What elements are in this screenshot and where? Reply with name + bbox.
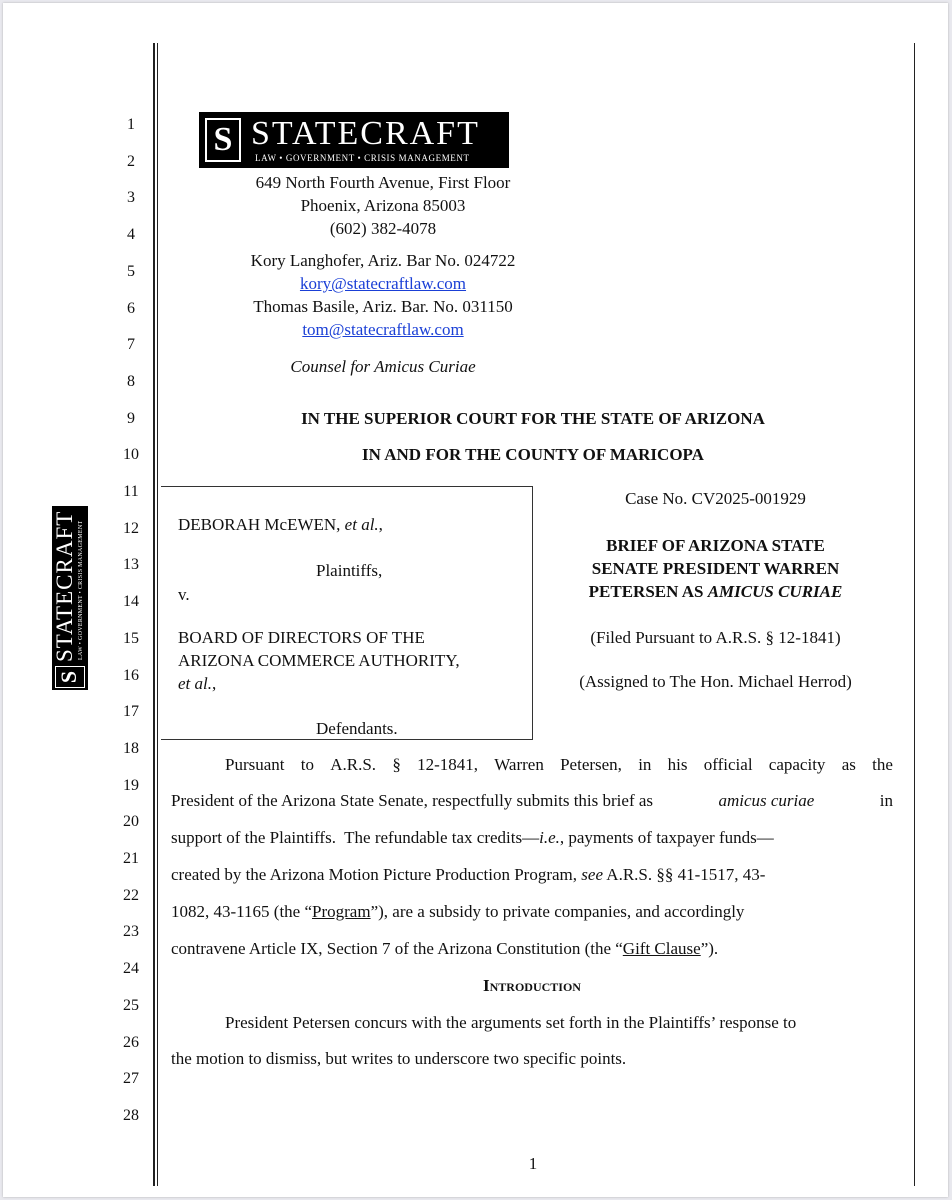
plaintiffs-label: Plaintiffs, [316, 561, 383, 580]
phone: (602) 382-4078 [329, 219, 437, 238]
address-line2: Phoenix, Arizona 85003 [300, 196, 466, 215]
word: § [392, 755, 401, 774]
defendants-label: Defendants. [316, 719, 398, 738]
right-margin-rule [914, 43, 915, 1186]
side-logo-s-icon: S [55, 666, 85, 688]
document-page [3, 3, 948, 1197]
line-number: 3 [127, 189, 135, 207]
line-number: 15 [123, 629, 139, 647]
line-number: 27 [123, 1070, 139, 1088]
versus: v. [178, 585, 190, 604]
side-logo-tagline: LAW • GOVERNMENT • CRISIS MANAGEMENT [78, 520, 84, 660]
line-number: 21 [123, 850, 139, 867]
court-line1: IN THE SUPERIOR COURT FOR THE STATE OF ARIZONA [301, 409, 765, 428]
plaintiff-name: DEBORAH McEWEN, et al., [178, 515, 383, 534]
word: as [841, 755, 856, 774]
word: 12-1841, [417, 755, 478, 774]
word: his [667, 755, 688, 774]
attorney1: Kory Langhofer, Ariz. Bar No. 024722 [250, 251, 516, 270]
side-logo [52, 506, 88, 690]
paragraph-2-line-1: President Petersen concurs with the arguments set forth in the Plaintiffs’ response to [225, 1013, 797, 1032]
paragraph-1-line-1 [171, 755, 893, 775]
paragraph-1-line-5: 1082, 43-1165 (the “Program”), are a subsidy to private companies, and accordingly [171, 902, 745, 921]
email2-line [163, 320, 603, 340]
line-number: 10 [123, 446, 139, 464]
left-margin-rule-inner [157, 43, 158, 1186]
line-number: 1 [127, 116, 135, 133]
word: Pursuant [225, 755, 285, 774]
brief-title-line1: BRIEF OF ARIZONA STATE [606, 536, 825, 555]
word: to [300, 755, 314, 774]
word: A.R.S. [330, 755, 377, 774]
line-number: 9 [127, 409, 135, 427]
logo-wordmark: STATECRAFT [251, 115, 480, 152]
paragraph-1-line-3: support of the Plaintiffs. The refundable tax credits—i.e., payments of taxpayer funds— [171, 828, 774, 847]
defendant-line1: BOARD OF DIRECTORS OF THE [178, 628, 425, 647]
statecraft-logo [199, 112, 509, 168]
left-margin-rule [153, 43, 155, 1186]
word: the [872, 755, 893, 774]
line-number: 28 [123, 1106, 139, 1124]
email1-line [163, 274, 603, 294]
email1-link[interactable]: kory@statecraftlaw.com [299, 274, 467, 293]
side-logo-wordmark: STATECRAFT [52, 510, 77, 662]
assigned-judge: (Assigned to The Hon. Michael Herrod) [579, 672, 852, 691]
counsel-line: Counsel for Amicus Curiae [290, 357, 476, 376]
paragraph-1-line-6: contravene Article IX, Section 7 of the Arizona Constitution (the “Gift Clause”). [171, 939, 719, 958]
line-number: 11 [123, 483, 139, 500]
case-number: Case No. CV2025-001929 [625, 489, 806, 508]
logo-tagline: LAW • GOVERNMENT • CRISIS MANAGEMENT [255, 153, 470, 163]
brief-title-line3: PETERSEN AS AMICUS CURIAE [588, 582, 843, 601]
word: Petersen, [560, 755, 622, 774]
line-number: 17 [123, 703, 139, 721]
word: in [638, 755, 652, 774]
line-number: 14 [123, 593, 139, 611]
line-number: 5 [127, 262, 135, 280]
line-number: 23 [123, 923, 139, 941]
court-line2: IN AND FOR THE COUNTY OF MARICOPA [362, 445, 704, 464]
line-number: 26 [123, 1033, 139, 1051]
line-number: 2 [127, 152, 135, 170]
page-number: 1 [528, 1154, 538, 1173]
filed-pursuant: (Filed Pursuant to A.R.S. § 12-1841) [590, 628, 841, 647]
word: official [703, 755, 753, 774]
line-number: 24 [123, 960, 139, 978]
line-number: 18 [123, 739, 139, 757]
paragraph-2-line-2: the motion to dismiss, but writes to underscore two specific points. [171, 1049, 627, 1068]
line-number: 6 [127, 299, 135, 317]
line-number: 12 [123, 519, 139, 537]
email2-link[interactable]: tom@statecraftlaw.com [302, 320, 464, 339]
paragraph-1-line-4: created by the Arizona Motion Picture Production Program, see A.R.S. §§ 41-1517, 43- [171, 865, 766, 884]
line-number: 8 [127, 372, 135, 390]
line-number: 4 [127, 226, 135, 244]
line-number: 13 [123, 556, 139, 574]
address-line1: 649 North Fourth Avenue, First Floor [255, 173, 511, 192]
paragraph-1-line-2: President of the Arizona State Senate, respectfully submits this brief as amicus curiae in [171, 791, 893, 810]
defendant-etal: et al., [178, 674, 217, 693]
paragraph-1 [171, 755, 893, 775]
line-number: 20 [123, 813, 139, 831]
line-number: 16 [123, 666, 139, 684]
line-number: 7 [127, 336, 135, 354]
word: Warren [494, 755, 544, 774]
brief-title-line2: SENATE PRESIDENT WARREN [591, 559, 840, 578]
line-number: 22 [123, 886, 139, 904]
line-number: 25 [123, 996, 139, 1014]
section-heading-introduction: Introduction [483, 976, 581, 995]
defendant-line2: ARIZONA COMMERCE AUTHORITY, [178, 651, 460, 670]
logo-s-icon: S [205, 118, 241, 162]
line-number: 19 [123, 776, 139, 794]
word: capacity [768, 755, 826, 774]
attorney2: Thomas Basile, Ariz. Bar. No. 031150 [253, 297, 513, 316]
